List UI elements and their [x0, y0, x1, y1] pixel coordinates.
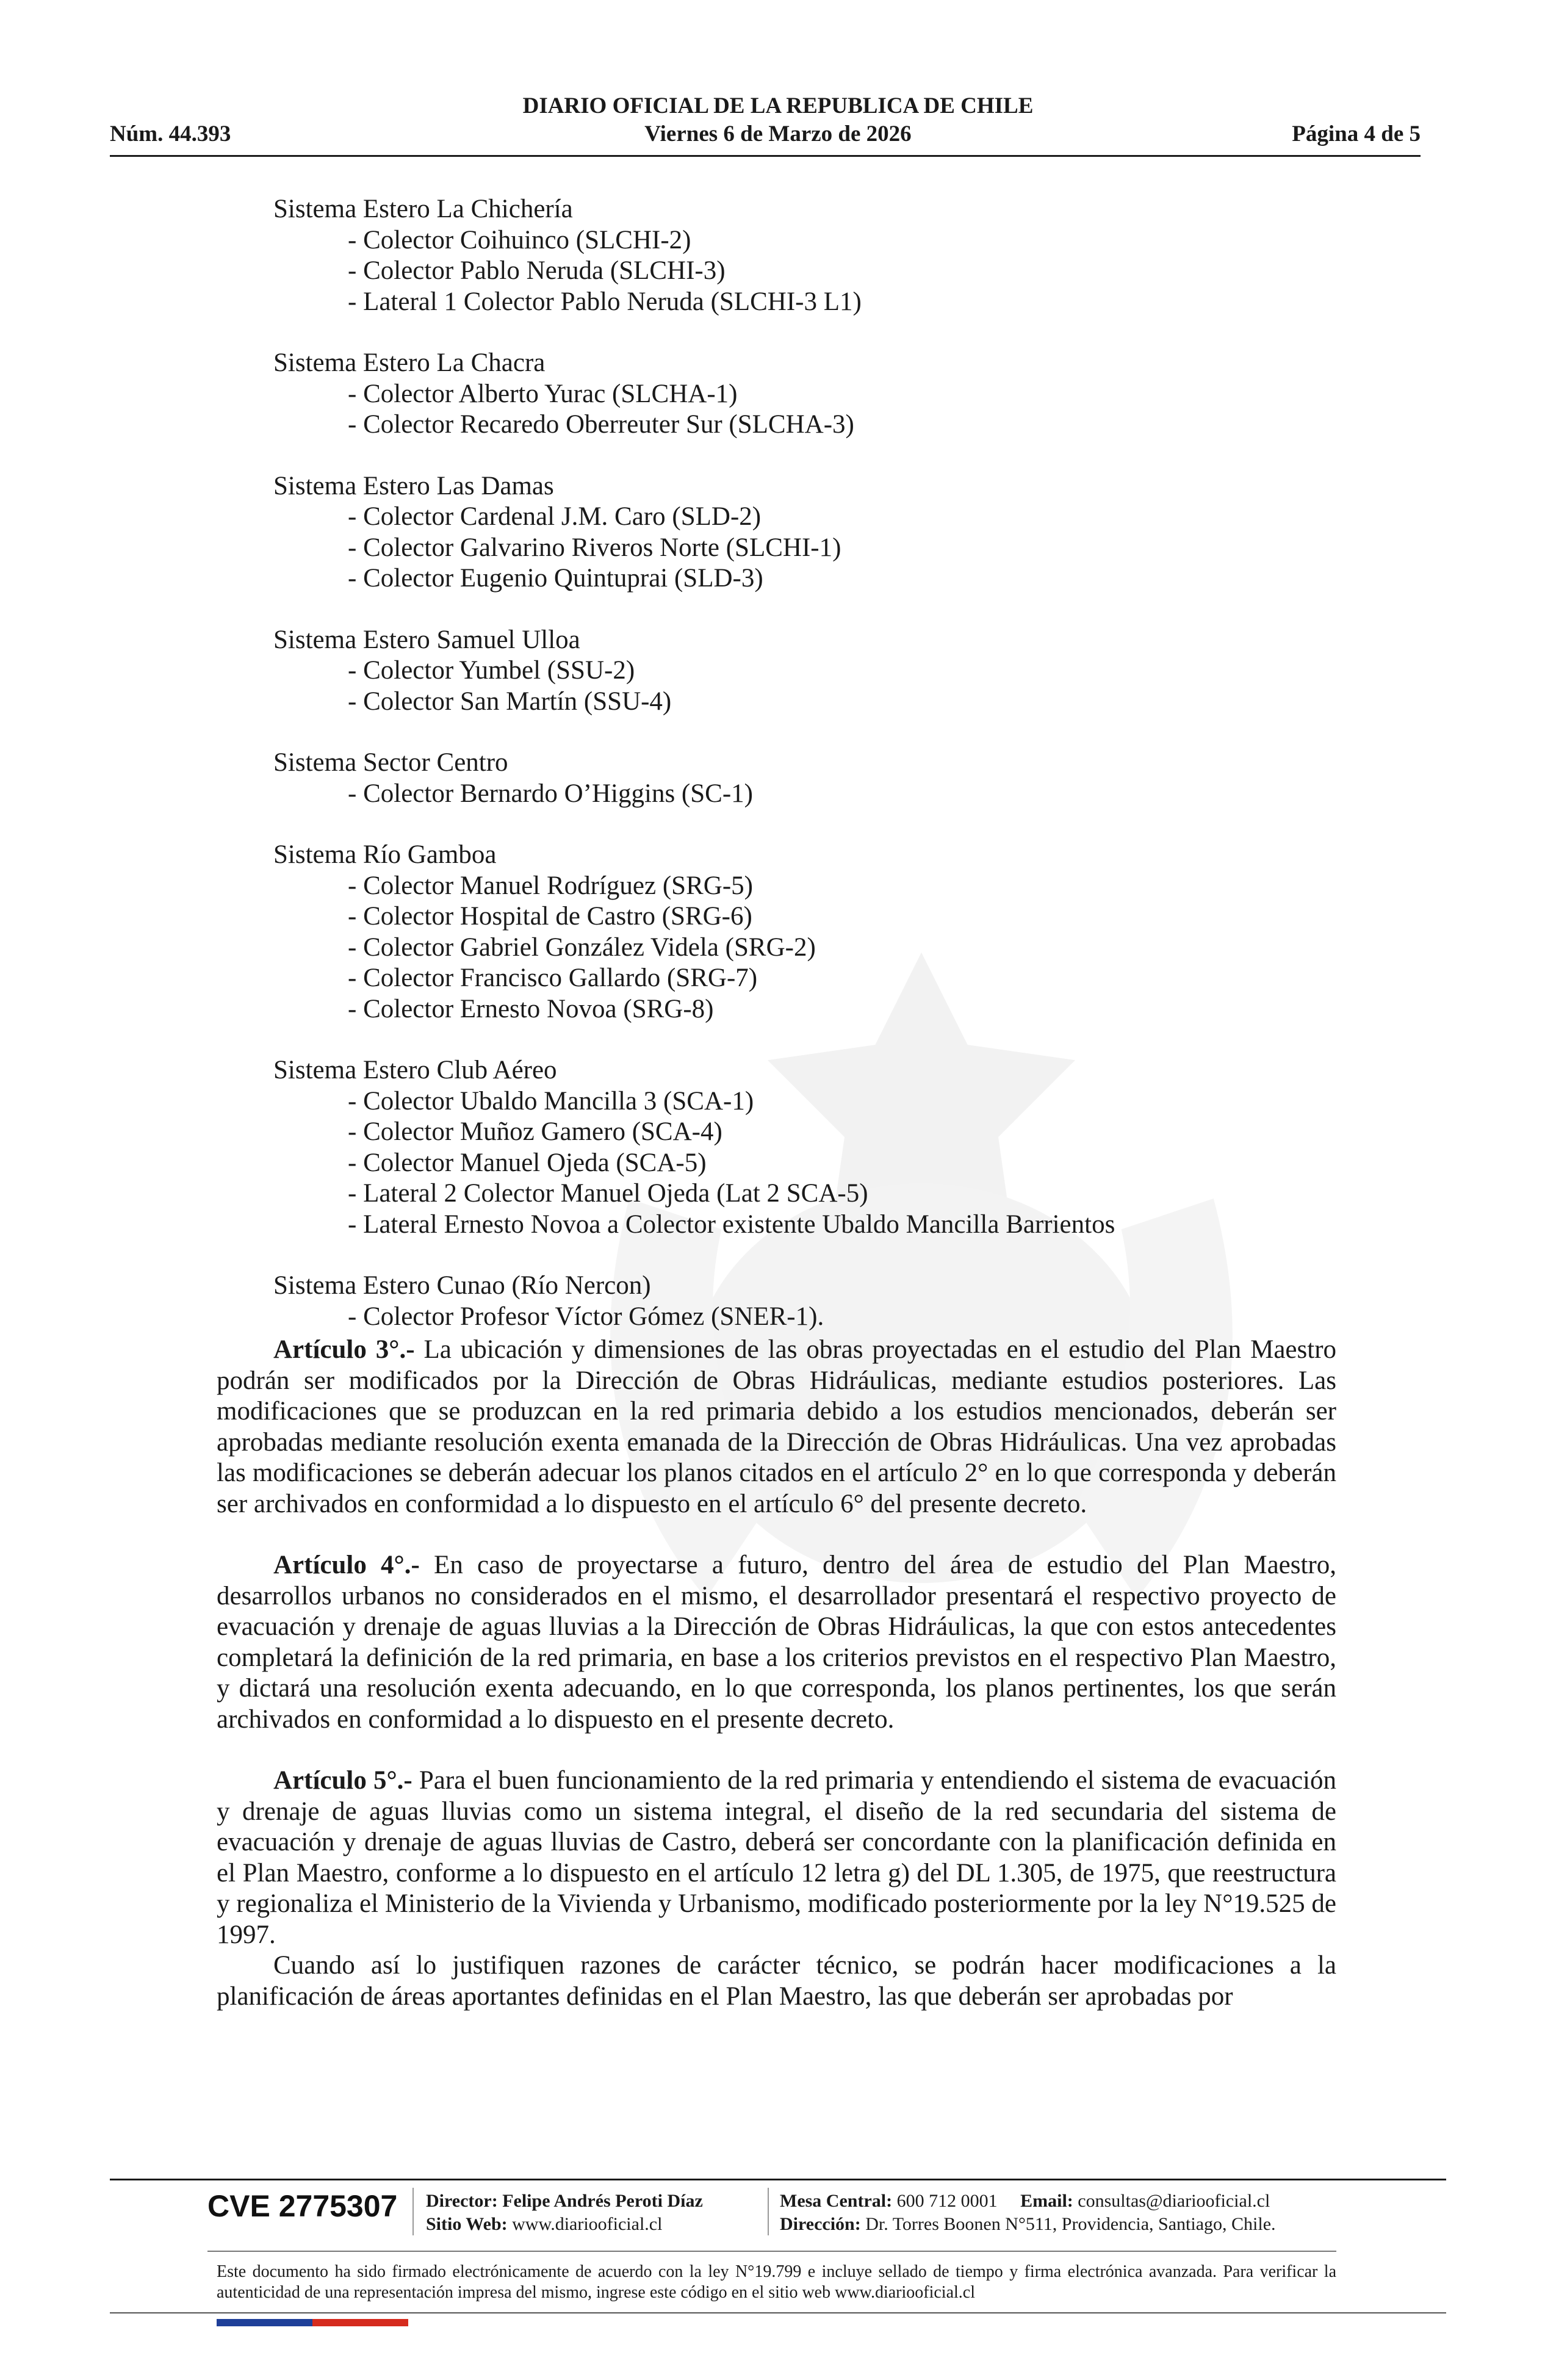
collector-item: - Colector Recaredo Oberreuter Sur (SLCHA-3)	[348, 410, 854, 439]
collector-item: - Colector Alberto Yurac (SLCHA-1)	[348, 379, 738, 408]
article-3-text: La ubicación y dimensiones de las obras proyectadas en el estudio del Plan Maestro podrán ser modificados por la Dirección de Obras Hidráulicas, mediante estudios posteriores. Las modificaciones que se produzcan en la red primaria debido a los estudios mencionados, deberán ser aprobadas mediante resolución exenta emanada de la Dirección de Obras Hidráulicas. Una vez aprobadas las modificaciones se deberán adecuar los planos citados en el artículo 2° en lo que corresponda y deberán ser archivados en conformidad a lo dispuesto en el artículo 6° del presente decreto.	[217, 1335, 1337, 1518]
email-label: Email:	[1020, 2191, 1073, 2211]
footer-rule	[110, 2179, 1446, 2180]
footer-inner-rule	[207, 2251, 1336, 2252]
system-list-item	[217, 348, 1336, 441]
article-5-continuation	[217, 1950, 1336, 2012]
article-3	[217, 1335, 1336, 1520]
mesa-label: Mesa Central:	[780, 2191, 893, 2211]
director-name: Felipe Andrés Peroti Díaz	[502, 2191, 703, 2211]
footer-divider	[412, 2188, 414, 2235]
footer-bottom-rule	[110, 2312, 1446, 2313]
collector-item: - Lateral Ernesto Novoa a Colector existente Ubaldo Mancilla Barrientos	[348, 1210, 1115, 1239]
address-label: Dirección:	[780, 2214, 861, 2234]
document-body	[217, 194, 1336, 2012]
issue-date: Viernes 6 de Marzo de 2026	[644, 121, 912, 146]
article-5	[217, 1765, 1336, 1950]
signature-note: Este documento ha sido firmado electrónicamente de acuerdo con la ley N°19.799 e incluye sellado de tiempo y firma electrónica avanzada. Para verificar la autenticidad de una representación impresa del mismo, ingrese este código en el sitio web www.diariooficial.cl	[217, 2262, 1336, 2302]
collector-item: - Lateral 1 Colector Pablo Neruda (SLCHI-3 L1)	[348, 287, 862, 316]
cve-code: CVE 2775307	[207, 2189, 398, 2223]
flag-blue	[217, 2319, 312, 2326]
site-label: Sitio Web:	[426, 2214, 508, 2234]
article-3-title: Artículo 3°.-	[273, 1335, 415, 1364]
article-4-text: En caso de proyectarse a futuro, dentro del área de estudio del Plan Maestro, desarrollos urbanos no considerados en el mismo, el desarrollador presentará el respectivo proyecto de evacuación y drenaje de aguas lluvias a la Dirección de Obras Hidráulicas, la que con estos antecedentes completará la definición de la red primaria, en base a los criterios previstos en el respectivo Plan Maestro, y dictará una resolución exenta adecuando, en lo que corresponda, los planos pertinentes, los que serán archivados en conformidad a lo dispuesto en el presente decreto.	[217, 1551, 1336, 1734]
collector-item: - Colector Coihuinco (SLCHI-2)	[348, 225, 691, 254]
article-4	[217, 1550, 1336, 1735]
site-link[interactable]: www.diariooficial.cl	[512, 2214, 663, 2234]
system-name: Sistema Estero La Chichería	[273, 195, 573, 223]
system-list-item	[217, 194, 1336, 317]
collector-item: - Colector Francisco Gallardo (SRG-7)	[348, 964, 758, 992]
collector-item: - Colector San Martín (SSU-4)	[348, 687, 672, 716]
article-5-continuation-text: Cuando así lo justifiquen razones de carácter técnico, se podrán hacer modificaciones a la planificación de áreas aportantes definidas en el Plan Maestro, las que deberán ser aprobadas por	[217, 1951, 1336, 2011]
system-name: Sistema Estero Samuel Ulloa	[273, 625, 580, 654]
article-5-text: Para el buen funcionamiento de la red primaria y entendiendo el sistema de evacuación y drenaje de aguas lluvias como un sistema integral, el diseño de la red secundaria del sistema de evacuación y drenaje de aguas lluvias de Castro, deberá ser concordante con la planificación definida en el Plan Maestro, conforme a lo dispuesto en el artículo 12 letra g) del DL 1.305, de 1975, que reestructura y regionaliza el Ministerio de la Vivienda y Urbanismo, modificado posteriormente por la ley N°19.525 de 1997.	[217, 1766, 1337, 1949]
system-name: Sistema Estero Club Aéreo	[273, 1056, 557, 1084]
collector-item: - Colector Gabriel González Videla (SRG-2)	[348, 932, 816, 962]
collector-item: - Colector Yumbel (SSU-2)	[348, 656, 635, 685]
collector-item: - Colector Manuel Ojeda (SCA-5)	[348, 1148, 707, 1177]
collector-item: - Colector Hospital de Castro (SRG-6)	[348, 902, 752, 931]
collector-item: - Colector Muñoz Gamero (SCA-4)	[348, 1117, 722, 1146]
collector-item: - Colector Galvarino Riveros Norte (SLCHI-1)	[348, 533, 841, 562]
system-list-item	[217, 471, 1336, 594]
address-text: Dr. Torres Boonen N°511, Providencia, Santiago, Chile.	[865, 2214, 1276, 2234]
director-label: Director:	[426, 2191, 498, 2211]
publication-title: DIARIO OFICIAL DE LA REPUBLICA DE CHILE	[522, 93, 1034, 118]
system-name: Sistema Estero Cunao (Río Nercon)	[273, 1271, 651, 1300]
collector-item: - Colector Manuel Rodríguez (SRG-5)	[348, 871, 753, 900]
system-list-item	[217, 748, 1336, 809]
system-name: Sistema Estero Las Damas	[273, 471, 554, 500]
system-list-item	[217, 625, 1336, 718]
footer-divider	[768, 2188, 769, 2235]
collector-item: - Colector Profesor Víctor Gómez (SNER-1).	[348, 1302, 824, 1331]
article-5-title: Artículo 5°.-	[273, 1766, 412, 1795]
footer-contact-block	[780, 2190, 1276, 2236]
mesa-phone: 600 712 0001	[896, 2191, 998, 2211]
flag-red	[312, 2319, 408, 2326]
collector-item: - Colector Bernardo O’Higgins (SC-1)	[348, 779, 753, 808]
flag-stripe	[217, 2318, 408, 2326]
system-list-item	[217, 1055, 1336, 1240]
issue-number: Núm. 44.393	[110, 121, 231, 146]
collector-item: - Colector Ernesto Novoa (SRG-8)	[348, 994, 714, 1023]
system-name: Sistema Estero La Chacra	[273, 348, 546, 377]
footer-director-block	[426, 2190, 703, 2236]
collector-item: - Colector Pablo Neruda (SLCHI-3)	[348, 256, 726, 285]
system-name: Sistema Río Gamboa	[273, 840, 497, 869]
header-rule	[110, 155, 1421, 157]
system-list-item	[217, 1271, 1336, 1332]
collector-item: - Colector Eugenio Quintuprai (SLD-3)	[348, 564, 763, 593]
collector-item: - Colector Ubaldo Mancilla 3 (SCA-1)	[348, 1086, 754, 1116]
collector-item: - Lateral 2 Colector Manuel Ojeda (Lat 2 SCA-5)	[348, 1179, 868, 1208]
collector-item: - Colector Cardenal J.M. Caro (SLD-2)	[348, 502, 762, 531]
page-number: Página 4 de 5	[1292, 121, 1421, 146]
system-list-item	[217, 840, 1336, 1025]
article-4-title: Artículo 4°.-	[273, 1551, 420, 1579]
email-link[interactable]: consultas@diariooficial.cl	[1078, 2191, 1270, 2211]
system-name: Sistema Sector Centro	[273, 748, 508, 777]
